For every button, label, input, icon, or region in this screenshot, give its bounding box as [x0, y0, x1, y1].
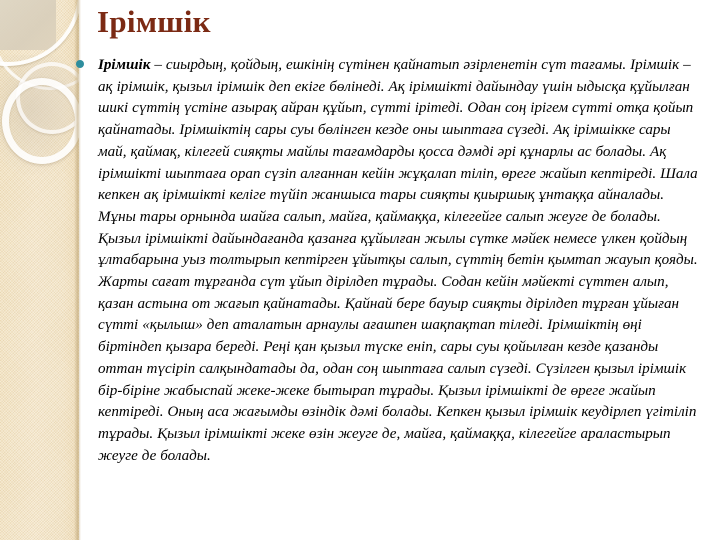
body-paragraph: [98, 55, 702, 467]
body-bullet-item: [76, 55, 702, 535]
bullet-dot-icon: [76, 60, 84, 68]
slide-title: Ірімшік: [97, 4, 211, 39]
body-lead-word: Ірімшік: [98, 57, 151, 73]
body-paragraph-text: – сиырдың, қойдың, ешкінің сүтінен қайнатып әзірленетін сүт тағамы. Ірімшік – ақ ірімшік, қызыл ірімшік деп екіге бөлінеді. Ақ ірімшікті дайындау үшін ыдысқа құйылған шикі сүттің үстіне азырақ айран құйып, сүтті ірітеді. Одан соң ірігем сүтті отқа қойып қайнатады. Ірімшіктің сары суы бөлінген кезде оны шыптаға сүзеді. Ақ ірімшікке сары май, қаймақ, кілегей сияқты майлы тағамдарды қосса дәмді әрі құнарлы ас болады. Ақ ірімшікті шыптаға орап сүзіп алғаннан кейін жұқалап тіліп, өреге жайып кептіреді. Шала кепкен ақ ірімшікті келіге түйіп жаншыса тары сияқты қиыршық ұнтаққа айналады. Мұны тары орнында шайға салып, майға, қаймаққа, кілегейге салып жеуге де болады. Қызыл ірімшікті дайындағанда қазанға құйылған жылы сүтке мәйек немесе үлкен қойдың ұлтабарына уыз толтырып кептірген ұйытқы салып, сүттің бетін қымтап жауып қояды. Жарты сағат тұрғанда сүт ұйып дірілдеп тұрады. Содан кейін мәйекті сүттен алып, қазан астына от жағып қайнатады. Қайнай бере бауыр сияқты дірілдеп тұрған ұйыған сүтті «қылыш» деп аталатын арнаулы ағашпен шақпақтап тіледі. Ірімшіктің өңі біртіндеп қызара береді. Реңі қан қызыл түске еніп, сары суы қойылған кезде қазанды оттан түсіріп салқындатады да, одан соң шыптаға салып сүзеді. Сүзілген қызыл ірімшік бір-біріне жабыспай жеке-жеке бытырап тұрады. Қызыл ірімшікті де өреге жайып кептіреді. Оның аса жағымды өзіндік дәмі болады. Кепкен қызыл ірімшік кеудірлеп үгітіліп тұрады. Қызыл ірімшікті жеке өзін жеуге де, майға, қаймаққа, кілегейге араластырып жеуге де болады.: [98, 57, 698, 464]
sidebar-decoration-band: [0, 0, 79, 540]
decoration-ring-outer-icon: [2, 78, 79, 164]
